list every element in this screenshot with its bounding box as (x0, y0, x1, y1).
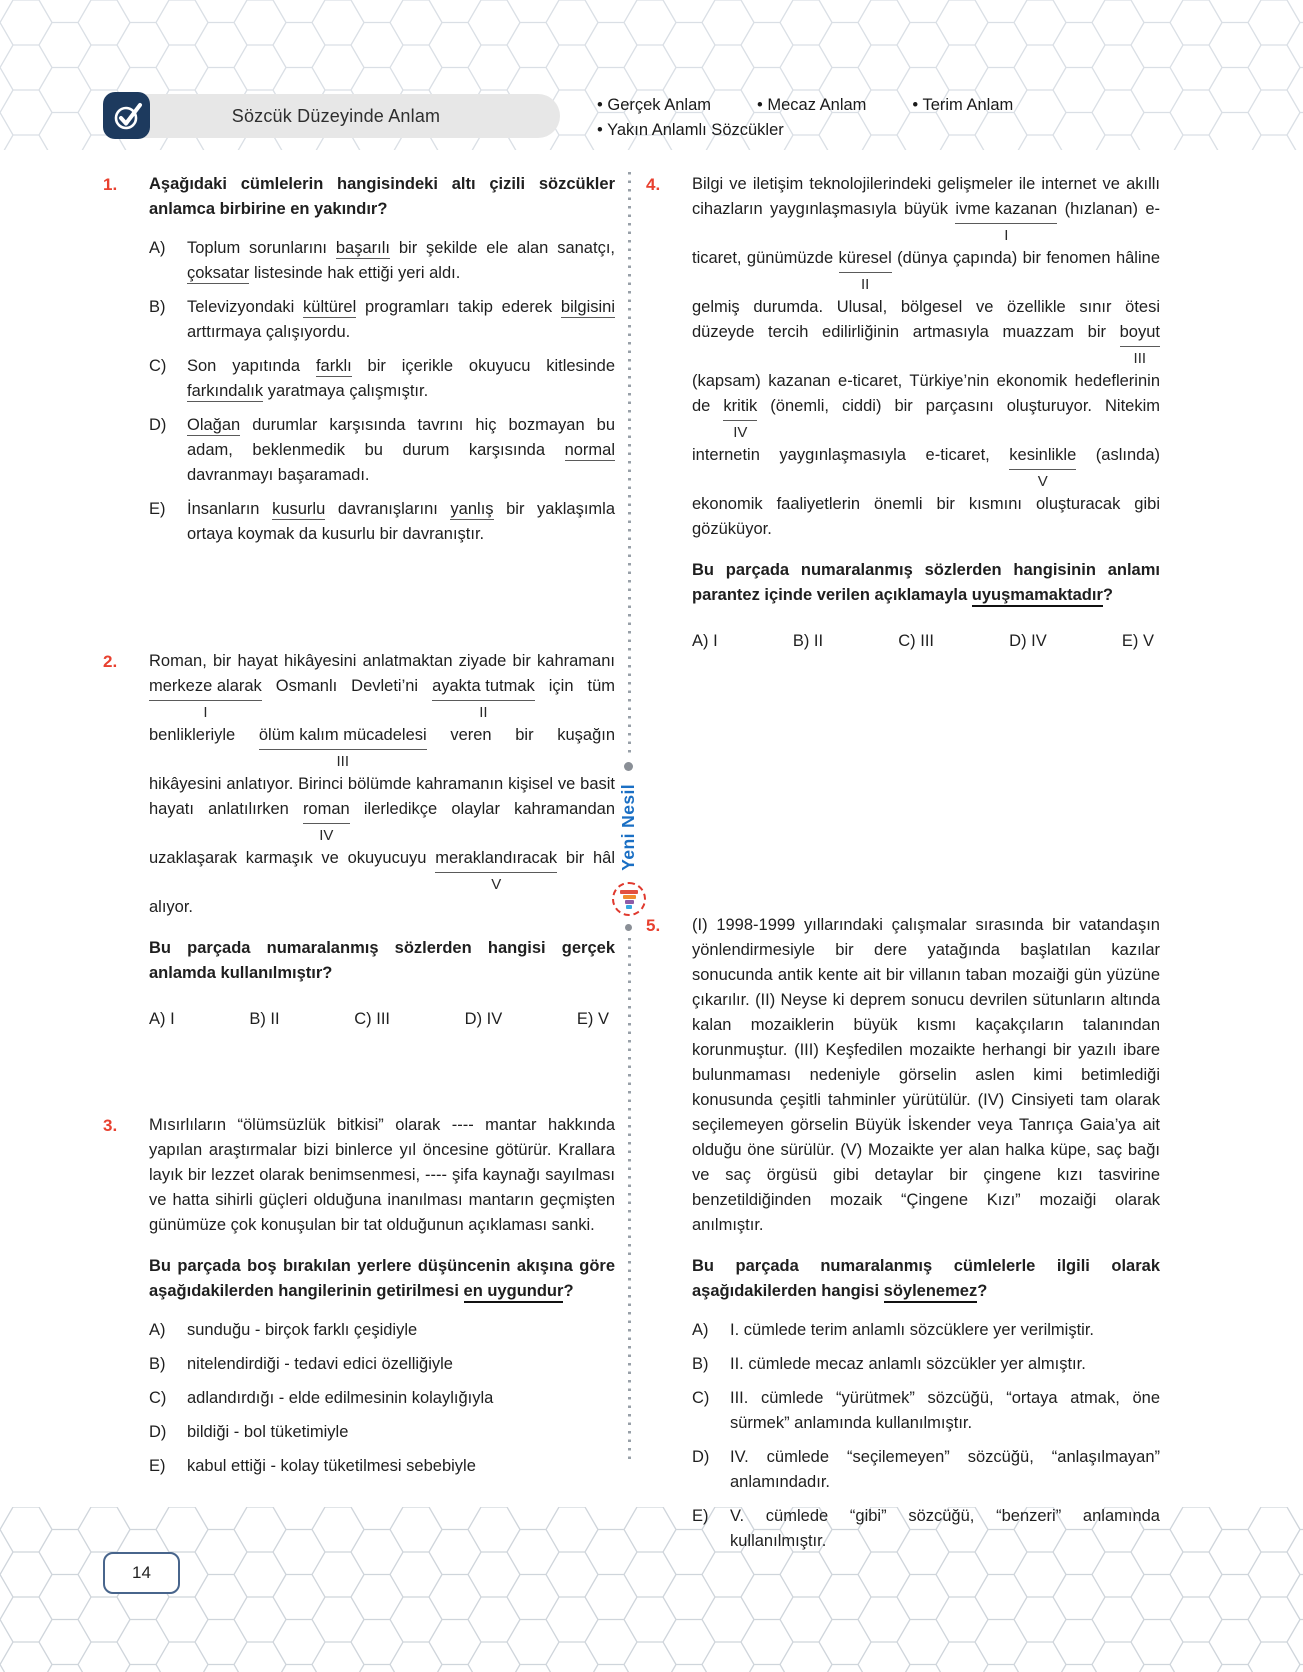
option-a (692, 1318, 1160, 1343)
option-c-label: C) (692, 1389, 710, 1407)
option-e-label: E) (149, 1457, 166, 1475)
option-a-text: Toplum sorunlarını başarılı bir şekilde ele alan sanatçı, çoksatar listesinde hak ettiği yeri aldı. (187, 239, 615, 282)
question-2-passage: Roman, bir hayat hikâyesini anlatmaktan ziyade bir kahramanı merkeze alarak I Osmanlı Devleti’ni ayakta tutmak II için tüm benlikleriyle ölüm kalım mücadelesi III veren bir kuşağın hikâyesini anlatıyor. Birinci bölümde kahramanın kişisel ve basit hayatı anlatılırken roman IV ilerledikçe olaylar kahramandan uzaklaşarak karmaşık ve okuyucuyu meraklandıracak V bir hâl alıyor. (149, 652, 616, 916)
divider-dot (624, 762, 633, 771)
column-divider-bottom (628, 938, 631, 1462)
option-b-text: Televizyondaki kültürel programları takip ederek bilgisini arttırmaya çalışıyordu. (187, 298, 615, 341)
option-b-label: B) (149, 1355, 166, 1373)
brand-name: Yeni Nesil (617, 783, 638, 871)
answer-a: A) I (149, 1010, 175, 1028)
question-3-number: 3. (103, 1116, 118, 1135)
answer-d: D) IV (1009, 632, 1047, 650)
question-5 (646, 913, 1160, 1554)
topic-list (597, 96, 1157, 140)
option-d-label: D) (149, 416, 167, 434)
divider-dot (625, 924, 632, 931)
option-e-label: E) (692, 1507, 709, 1525)
topic-yakin-anlamli-sozcukler: • Yakın Anlamlı Sözcükler (597, 121, 784, 139)
page-number (103, 1552, 180, 1594)
answer-b: B) II (249, 1010, 280, 1028)
topic-terim-anlam: • Terim Anlam (912, 96, 1014, 114)
question-3-passage: Mısırlıların “ölümsüzlük bitkisi” olarak ---- mantar hakkında yapılan araştırmalar bizi binlerce yıl öncesine götürür. Krallara layık bir lezzet olarak benimsenmesi, ---- şifa kaynağı sayılması ve hatta sihirli güçleri olduğuna inanılması mantarın geçmişten günümüze çok konuşulan bir tat olduğunun açıklaması sanki. (149, 1116, 615, 1234)
answer-b: B) II (792, 632, 824, 650)
option-c (149, 1386, 615, 1411)
option-c-text: Son yapıtında farklı bir içerikle okuyucu kitlesinde farkındalık yaratmaya çalışmıştır. (187, 357, 615, 400)
section-title-pill (112, 94, 560, 138)
question-5-stem: Bu parçada numaralanmış cümlelerle ilgili olarak aşağıdakilerden hangisi söylenemez? (692, 1254, 1160, 1304)
option-d (149, 1420, 615, 1445)
option-b-label: B) (149, 298, 166, 316)
question-3-stem: Bu parçada boş bırakılan yerlere düşüncenin akışına göre aşağıdakilerden hangilerinin getirilmesi en uygundur? (149, 1254, 615, 1304)
option-d-label: D) (692, 1448, 710, 1466)
option-d-text: Olağan durumlar karşısında tavrını hiç bozmayan bu adam, beklenmedik bu durum karşısında normal davranmayı başaramadı. (187, 416, 615, 484)
question-4-stem: Bu parçada numaralanmış sözlerden hangisinin anlamı parantez içinde verilen açıklamayla uyuşmamaktadır? (692, 558, 1160, 608)
question-4 (646, 172, 1160, 651)
question-5-options (692, 1318, 1160, 1554)
question-5-passage: (I) 1998-1999 yıllarındaki çalışmalar sırasında bir vatandaşın yönlendirmesiyle bir dere yatağında başlatılan kazılar sonucunda antik kente ait bir villanın taban mozaiği gün yüzüne çıkarılır. (II) Neyse ki deprem sonucu devrilen sütunların altında kalan mozaiklerin büyük kısmı kaçakçıların talanından korunmuştur. (III) Keşfedilen mozaikte herhangi bir yazılı ibare bulunmaması nedeniyle görselin aslen kimi betimlediği konusunda çeşitli tahminler yürütülür. (IV) Cinsiyeti tam olarak seçilemeyen görselin Büyük İskender veya Tanrıça Gaia’ya ait olduğu öne sürülür. (V) Mozaikte yer alan halka küpe, saç bağı ve saç örgüsü gibi detaylar bir çingene kızı tasvirine benzetildiğinden mozaik “Çingene Kızı” mozaiği olarak anılmıştır. (692, 916, 1160, 1234)
option-e (692, 1504, 1160, 1554)
option-e-text: V. cümlede “gibi” sözcüğü, “benzeri” anlamında kullanılmıştır. (730, 1507, 1160, 1550)
answer-a: A) I (692, 632, 718, 650)
option-e-label: E) (149, 500, 166, 518)
answer-c: C) III (898, 632, 934, 650)
question-5-number: 5. (646, 916, 661, 935)
option-c-text: III. cümlede “yürütmek” sözcüğü, “ortaya atmak, öne sürmek” anlamında kullanılmıştır. (730, 1389, 1160, 1432)
option-b-label: B) (692, 1355, 709, 1373)
answer-e: E) V (1121, 632, 1154, 650)
question-2-number: 2. (103, 652, 118, 671)
option-a (149, 236, 615, 286)
option-a (149, 1318, 615, 1343)
option-a-label: A) (692, 1321, 709, 1339)
option-a-label: A) (149, 239, 166, 257)
answer-c: C) III (354, 1010, 390, 1028)
left-column (103, 172, 615, 1479)
option-a-label: A) (149, 1321, 166, 1339)
option-b (149, 295, 615, 345)
topic-line-2 (597, 121, 1157, 140)
option-b-text: II. cümlede mecaz anlamlı sözcükler yer almıştır. (730, 1355, 1086, 1373)
question-1 (103, 172, 615, 547)
option-e (149, 1454, 615, 1479)
option-e-text: kabul ettiği - kolay tüketilmesi sebebiyle (187, 1457, 476, 1475)
option-c-label: C) (149, 1389, 167, 1407)
column-divider-top (628, 172, 631, 758)
answer-e: E) V (576, 1010, 609, 1028)
option-d-label: D) (149, 1423, 167, 1441)
question-4-answer-row (692, 632, 1160, 651)
option-d (692, 1445, 1160, 1495)
section-title: Sözcük Düzeyinde Anlam (231, 105, 441, 126)
option-c-label: C) (149, 357, 167, 375)
option-a-text: sunduğu - birçok farklı çeşidiyle (187, 1321, 418, 1339)
option-e (149, 497, 615, 547)
option-d-text: bildiği - bol tüketimiyle (187, 1423, 349, 1441)
right-column (646, 172, 1160, 1554)
option-a-text: I. cümlede terim anlamlı sözcüklere yer verilmiştir. (730, 1321, 1095, 1339)
question-1-options (149, 236, 615, 547)
topic-gercek-anlam: • Gerçek Anlam (597, 96, 711, 114)
question-1-number: 1. (103, 175, 118, 194)
question-2 (103, 649, 615, 1029)
topic-mecaz-anlam: • Mecaz Anlam (757, 96, 867, 114)
question-2-stem: Bu parçada numaralanmış sözlerden hangisi gerçek anlamda kullanılmıştır? (149, 939, 615, 982)
page-number-value: 14 (132, 1563, 151, 1582)
question-2-answer-row (149, 1010, 615, 1029)
funnel-chart-icon (612, 882, 646, 916)
check-circle-icon (103, 92, 150, 139)
option-c (149, 354, 615, 404)
option-b (692, 1352, 1160, 1377)
question-4-number: 4. (646, 175, 661, 194)
answer-d: D) IV (464, 1010, 503, 1028)
option-c (692, 1386, 1160, 1436)
question-3 (103, 1113, 615, 1479)
question-1-stem: Aşağıdaki cümlelerin hangisindeki altı çizili sözcükler anlamca birbirine en yakındır? (149, 175, 615, 218)
option-d (149, 413, 615, 488)
option-c-text: adlandırdığı - elde edilmesinin kolaylığıyla (187, 1389, 494, 1407)
question-3-options (149, 1318, 615, 1479)
option-b-text: nitelendirdiği - tedavi edici özelliğiyle (187, 1355, 453, 1373)
question-4-passage: Bilgi ve iletişim teknolojilerindeki gelişmeler ile internet ve akıllı cihazların yaygınlaşmasıyla büyük ivme kazanan I (hızlanan) e-ticaret, günümüzde küresel II (dünya çapında) bir fenomen hâline gelmiş durumda. Ulusal, bölgesel ve özellikle sınır ötesi düzeyde tercih edilirliğinin artmasıyla muazzam bir boyut III (kapsam) kazanan e-ticaret, Türkiye’nin ekonomik hedeflerinin de kritik IV (önemli, ciddi) bir parçasını oluşturuyor. Nitekim internetin yaygınlaşmasıyla e-ticaret, kesinlikle V (aslında) ekonomik faaliyetlerin önemli bir kısmını oluşturacak gibi gözüküyor. (692, 175, 1161, 538)
option-b (149, 1352, 615, 1377)
option-e-text: İnsanların kusurlu davranışlarını yanlış bir yaklaşımla ortaya koymak da kusurlu bir davranıştır. (187, 500, 615, 543)
topic-line-1 (597, 96, 1157, 115)
option-d-text: IV. cümlede “seçilemeyen” sözcüğü, “anlaşılmayan” anlamındadır. (730, 1448, 1160, 1491)
